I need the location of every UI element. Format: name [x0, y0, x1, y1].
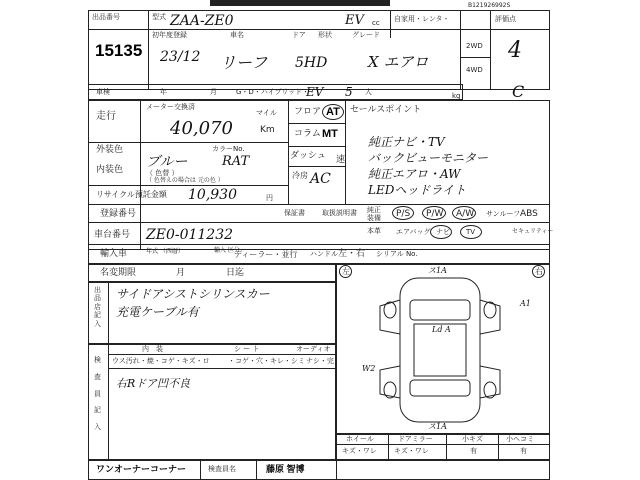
genuine-label2: 装備	[367, 214, 381, 222]
drive-4wd: 4WD	[466, 66, 483, 74]
cooler-value: AC	[310, 171, 331, 187]
wheel-value: キズ・ワレ	[342, 447, 377, 455]
recycle-value: 10,930	[188, 187, 237, 203]
inspection-label: 検査員記入	[94, 356, 101, 432]
serial-label: シリアル No.	[376, 250, 418, 258]
doors-value: 5HD	[295, 55, 328, 71]
fuel-options: G・D・ハイブリッド・	[236, 88, 310, 96]
floor-value: AT	[326, 106, 340, 118]
tiny-value: 有	[520, 447, 527, 455]
mileage-sub-label: メーター交換済	[146, 103, 195, 111]
import-type-label: 輸入 区分	[214, 247, 240, 254]
grade-label: グレード	[352, 31, 380, 39]
tiny-label: 小ヘコミ	[506, 435, 534, 443]
selling-points-label: セールスポイント	[350, 105, 422, 115]
score-value: 4	[508, 38, 522, 63]
capacity-value: 5	[345, 85, 353, 99]
genuine-label: 純正	[367, 206, 381, 214]
cc-unit: cc	[372, 19, 380, 27]
import-year-label: 年式 （西暦）	[146, 248, 184, 255]
abs-label: ABS	[520, 209, 538, 219]
airbag-label: エアバッグ	[396, 228, 431, 236]
navi-circle	[430, 225, 452, 239]
name-change-day: 日迄	[226, 268, 245, 278]
sunroof-label: サンルーフ	[486, 210, 521, 218]
lot-no-label: 出品番号	[92, 13, 120, 21]
diagram-right-label: 右	[535, 267, 543, 276]
selling-point-4: LEDヘッドライト	[368, 183, 466, 197]
fuel-value: EV	[306, 85, 324, 99]
code-number: B121926992S	[468, 2, 511, 9]
diagram-front-right-mark: A1	[520, 299, 531, 308]
one-owner-corner: ワンオーナーコーナー	[96, 464, 187, 474]
color-label: 外装色	[96, 145, 124, 155]
mileage-unit-km: Km	[260, 125, 275, 135]
import-type: ディーラー・並行	[234, 250, 298, 259]
column-label: コラム	[294, 129, 321, 139]
model-code: ZAA-ZE0	[170, 13, 234, 29]
col-seat: シ ー ト	[234, 345, 260, 353]
aw-circle	[452, 206, 476, 220]
security-label: セキュリティー	[512, 228, 554, 235]
ps-circle	[392, 206, 414, 220]
header-frame	[88, 10, 550, 90]
pw-label: P/W	[426, 209, 444, 219]
recycle-label: リサイクル預託金額	[96, 190, 167, 199]
tv-label: TV	[466, 228, 476, 236]
interior-color-label: 内装色	[96, 165, 124, 175]
top-edge-band	[210, 0, 390, 6]
ps-label: P/S	[396, 209, 411, 219]
year-value: 23/12	[160, 49, 201, 65]
selling-point-2: バックビューモニター	[368, 151, 489, 165]
interior-score: C	[512, 82, 525, 101]
capacity-unit: 人	[365, 88, 372, 96]
weight-unit: kg	[452, 92, 461, 100]
color-change-note: （ 色替 ）	[146, 169, 179, 177]
chassis-label: 車台番号	[94, 230, 131, 240]
small-value: 有	[470, 447, 477, 455]
color-value: ブルー	[146, 154, 188, 170]
manual-label: 取扱説明書	[322, 209, 357, 217]
shaken-year-unit: 年	[160, 88, 167, 96]
year-label: 初年度登録	[152, 31, 187, 39]
seat-text: ・コゲ・穴・キレ・シミ	[228, 357, 305, 365]
use-label: 自家用・レンタ・	[394, 15, 450, 23]
dash-label: ダッシュ	[290, 151, 326, 161]
shaken-month-unit: 月	[210, 88, 217, 96]
mt-label: MT	[322, 128, 338, 140]
color-no-label: カラーNo.	[212, 145, 245, 153]
name-change-month: 月	[176, 268, 186, 278]
cc-value: EV	[345, 13, 364, 28]
aw-label: A/W	[456, 209, 475, 219]
col-audio: オーディオ	[296, 345, 331, 353]
small-label: 小キズ	[462, 435, 483, 443]
shape-label: 形状	[318, 31, 332, 39]
diagram-front-mark: ス1A	[428, 266, 447, 275]
chassis-value: ZE0-011232	[146, 227, 234, 243]
floor-label: フロア	[294, 107, 322, 117]
warranty-label: 保証書	[284, 209, 305, 217]
shaken-label: 車検	[96, 88, 110, 96]
lot-no: 15135	[95, 41, 143, 60]
tv-circle	[460, 225, 482, 239]
door-label: ドア	[292, 31, 306, 39]
diagram-left-label: 左	[342, 267, 350, 276]
navi-label: ナビ	[436, 228, 450, 236]
import-label: 輸入車	[100, 249, 128, 259]
drive-2wd: 2WD	[466, 42, 483, 50]
diagram-rear-mark: ス1A	[428, 422, 447, 431]
speed-unit: 速	[336, 155, 346, 165]
recycle-unit: 円	[266, 194, 273, 202]
color-change-sub: （ 色替えの場合は 元の色 ）	[146, 177, 224, 184]
mileage-value: 40,070	[170, 118, 233, 139]
leather-label: 本革	[367, 227, 381, 235]
inspector-label: 検査員名	[208, 465, 236, 473]
selling-point-1: 純正ナビ・TV	[368, 135, 445, 149]
grade-value: X エアロ	[368, 53, 429, 71]
door-mirror-label: ドアミラー	[398, 435, 433, 443]
notes-label: 出品店記入	[94, 286, 101, 328]
name-change-label: 名変期限	[100, 268, 137, 278]
audio-text: ナシ・完	[306, 357, 334, 365]
car-name: リーフ	[220, 53, 268, 72]
color-no: RAT	[222, 154, 250, 169]
cooler-label: 冷房	[292, 171, 308, 180]
score-label: 評価点	[495, 15, 516, 23]
inspector-name: 藤原 智博	[266, 464, 305, 474]
wheel-label: ホイール	[346, 435, 374, 443]
notes-line-1: サイドアシストシリンスカー	[116, 287, 270, 301]
diagram-left-mark: W2	[362, 364, 376, 373]
interior-text: ウス汚れ・焼・コゲ・キズ・ロ	[112, 357, 210, 365]
reg-num-label: 登録番号	[100, 209, 137, 219]
inspection-comment: 右Rドア凹不良	[116, 377, 190, 390]
car-outline-diagram	[370, 270, 510, 430]
handle-label: ハンドル	[310, 250, 338, 258]
handle-value: 左・右	[338, 249, 366, 259]
selling-point-3: 純正エアロ・AW	[368, 167, 461, 181]
mileage-label: 走行	[96, 111, 116, 122]
notes-line-2: 充電ケーブル有	[116, 305, 199, 319]
diagram-roof-mark: Ld A	[432, 325, 451, 334]
door-mirror-value: キズ・ワレ	[394, 447, 429, 455]
mileage-unit-mile: マイル	[256, 109, 277, 117]
model-code-label: 型式	[152, 13, 166, 21]
col-interior: 内 装	[142, 345, 163, 353]
pw-circle	[422, 206, 446, 220]
car-name-label: 車名	[230, 31, 244, 39]
